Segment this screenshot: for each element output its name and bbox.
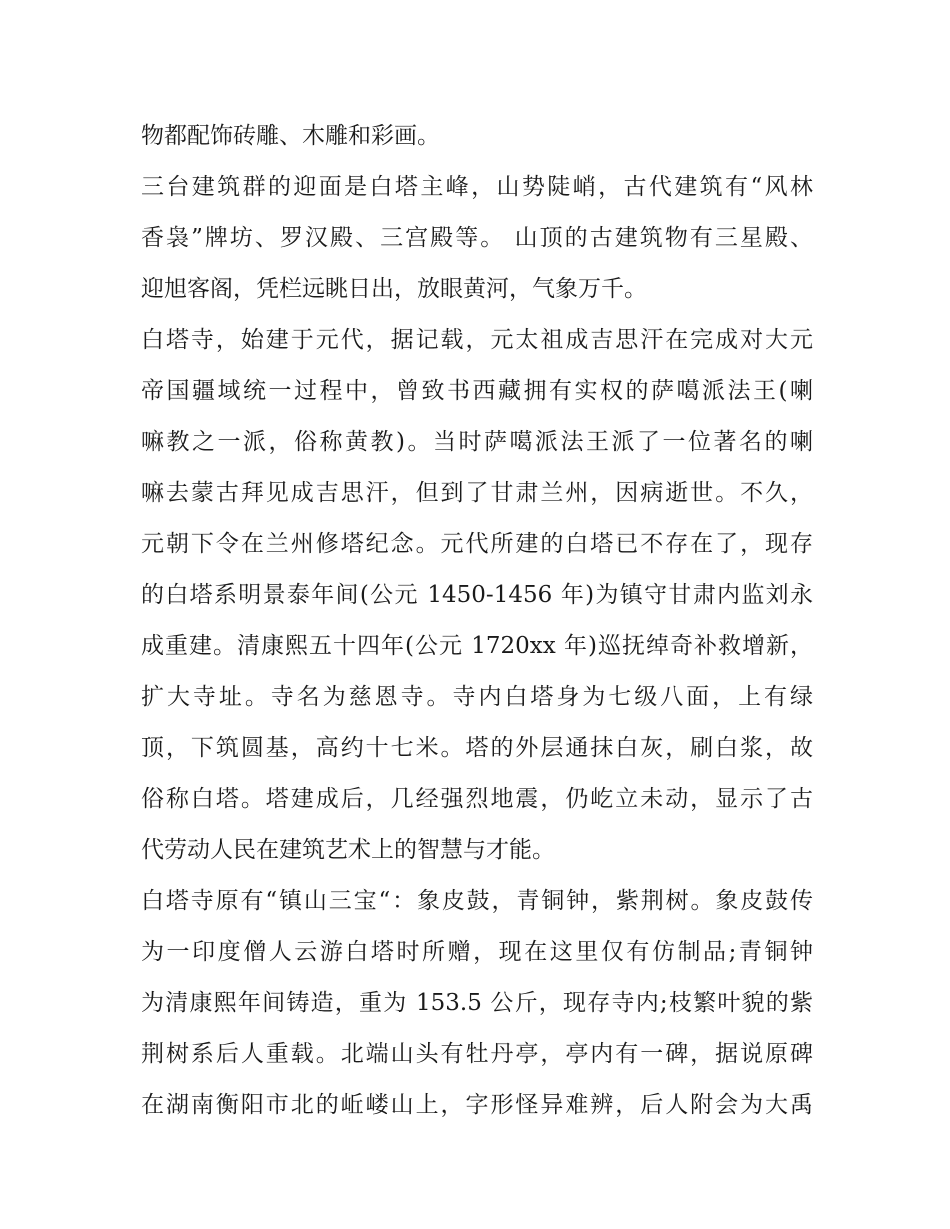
- document-body: [141, 111, 813, 1131]
- text-line: 香袅”牌坊、罗汉殿、三宫殿等。 山顶的古建筑物有三星殿、: [141, 225, 813, 251]
- text-line: 荆树系后人重载。北端山头有牡丹亭，亭内有一碑，据说原碑: [141, 1041, 813, 1067]
- text-line: 嘛教之一派，俗称黄教)。当时萨噶派法王派了一位著名的喇: [141, 429, 813, 455]
- text-line: 嘛去蒙古拜见成吉思汗，但到了甘肃兰州，因病逝世。不久，: [141, 480, 813, 506]
- text-line: 扩大寺址。寺名为慈恩寺。寺内白塔身为七级八面，上有绿: [141, 684, 813, 710]
- text-line: 白塔寺原有“镇山三宝“：象皮鼓，青铜钟，紫荆树。象皮鼓传: [141, 888, 813, 914]
- text-line: 帝国疆域统一过程中，曾致书西藏拥有实权的萨噶派法王(喇: [141, 378, 813, 404]
- text-line: 元朝下令在兰州修塔纪念。元代所建的白塔已不存在了，现存: [141, 531, 813, 557]
- text-line: 顶，下筑圆基，高约十七米。塔的外层通抹白灰，刷白浆，故: [141, 735, 813, 761]
- text-line: 白塔寺，始建于元代，据记载，元太祖成吉思汗在完成对大元: [141, 327, 813, 353]
- text-line: 三台建筑群的迎面是白塔主峰，山势陡峭，古代建筑有“风林: [141, 174, 813, 200]
- text-line: 在湖南衡阳市北的岴嵝山上，字形怪异难辨，后人附会为大禹: [141, 1092, 813, 1118]
- text-line: 成重建。清康熙五十四年(公元 1720xx 年)巡抚绰奇补救增新，: [141, 633, 813, 659]
- paragraph-4: [141, 876, 813, 1131]
- paragraph-2: [141, 162, 813, 315]
- text-line: 为一印度僧人云游白塔时所赠，现在这里仅有仿制品;青铜钟: [141, 939, 813, 965]
- text-line: 物都配饰砖雕、木雕和彩画。: [141, 123, 440, 149]
- text-line: 为清康熙年间铸造，重为 153.5 公斤，现存寺内;枝繁叶貌的紫: [141, 990, 813, 1016]
- paragraph-3: [141, 315, 813, 876]
- paragraph-1: [141, 111, 813, 162]
- text-line: 俗称白塔。塔建成后，几经强烈地震，仍屹立未动，显示了古: [141, 786, 813, 812]
- text-line: 代劳动人民在建筑艺术上的智慧与才能。: [141, 837, 555, 863]
- text-line: 的白塔系明景泰年间(公元 1450-1456 年)为镇守甘肃内监刘永: [141, 582, 813, 608]
- text-line: 迎旭客阁，凭栏远眺日出，放眼黄河，气象万千。: [141, 276, 647, 302]
